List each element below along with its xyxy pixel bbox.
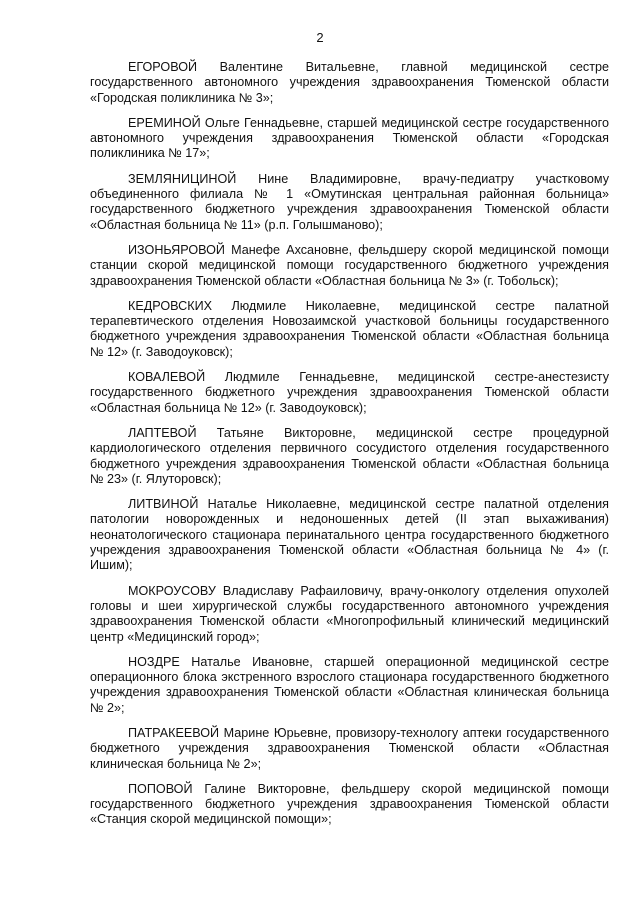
list-item: ПОПОВОЙ Галине Викторовне, фельдшеру скорой медицинской помощи государственного бюджетного учреждения здравоохранения Тюменской области «Станция скорой медицинской помощи»; [90,781,609,827]
list-item: ЛИТВИНОЙ Наталье Николаевне, медицинской сестре палатной отделения патологии новорожденных и недоношенных детей (II этап выхаживания) неонатологического стационара перинатального центра государственного бюджетного учреждения здравоохранения Тюменской области «Областная больница № 4» (г. Ишим); [90,497,609,573]
award-list [90,60,609,838]
list-item: КОВАЛЕВОЙ Людмиле Геннадьевне, медицинской сестре-анестезисту государственного бюджетного учреждения здравоохранения Тюменской области «Областная больница № 12» (г. Заводоуковск); [90,370,609,415]
list-item: ПАТРАКЕЕВОЙ Марине Юрьевне, провизору-технологу аптеки государственного бюджетного учреждения здравоохранения Тюменской области «Областная клиническая больница № 2»; [90,725,609,771]
list-item: НОЗДРЕ Наталье Ивановне, старшей операционной медицинской сестре операционного блока экстренного взрослого стационара государственного бюджетного учреждения здравоохранения Тюменской области «Областная клиническая больница № 2»; [90,654,609,715]
list-item: ИЗОНЬЯРОВОЙ Манефе Ахсановне, фельдшеру скорой медицинской помощи станции скорой медицинской помощи государственного бюджетного учреждения здравоохранения Тюменской области «Областная больница № 3» (г. Тобольск); [90,242,609,288]
list-item: ЕГОРОВОЙ Валентине Витальевне, главной медицинской сестре государственного автономного учреждения здравоохранения Тюменской области «Городская поликлиника № 3»; [90,60,609,105]
list-item: ЕРЕМИНОЙ Ольге Геннадьевне, старшей медицинской сестре государственного автономного учреждения здравоохранения Тюменской области «Городская поликлиника № 17»; [90,115,609,161]
list-item: ЗЕМЛЯНИЦИНОЙ Нине Владимировне, врачу-педиатру участковому объединенного филиала № 1 «Омутинская центральная районная больница» государственного бюджетного учреждения здравоохранения Тюменской области «Областная больница № 11» (р.п. Голышманово); [90,171,609,232]
list-item: ЛАПТЕВОЙ Татьяне Викторовне, медицинской сестре процедурной кардиологического отделения первичного сосудистого отделения государственного бюджетного учреждения здравоохранения Тюменской области «Областная больница № 23» (г. Ялуторовск); [90,425,609,486]
list-item: КЕДРОВСКИХ Людмиле Николаевне, медицинской сестре палатной терапевтического отделения Новозаимской участковой больницы государственного бюджетного учреждения здравоохранения Тюменской области «Областная больница № 12» (г. Заводоуковск); [90,298,609,359]
list-item: МОКРОУСОВУ Владиславу Рафаиловичу, врачу-онкологу отделения опухолей головы и шеи хирургической службы государственного автономного учреждения здравоохранения Тюменской области «Многопрофильный клинический медицинский центр «Медицинский город»; [90,583,609,644]
page-number: 2 [316,30,324,45]
